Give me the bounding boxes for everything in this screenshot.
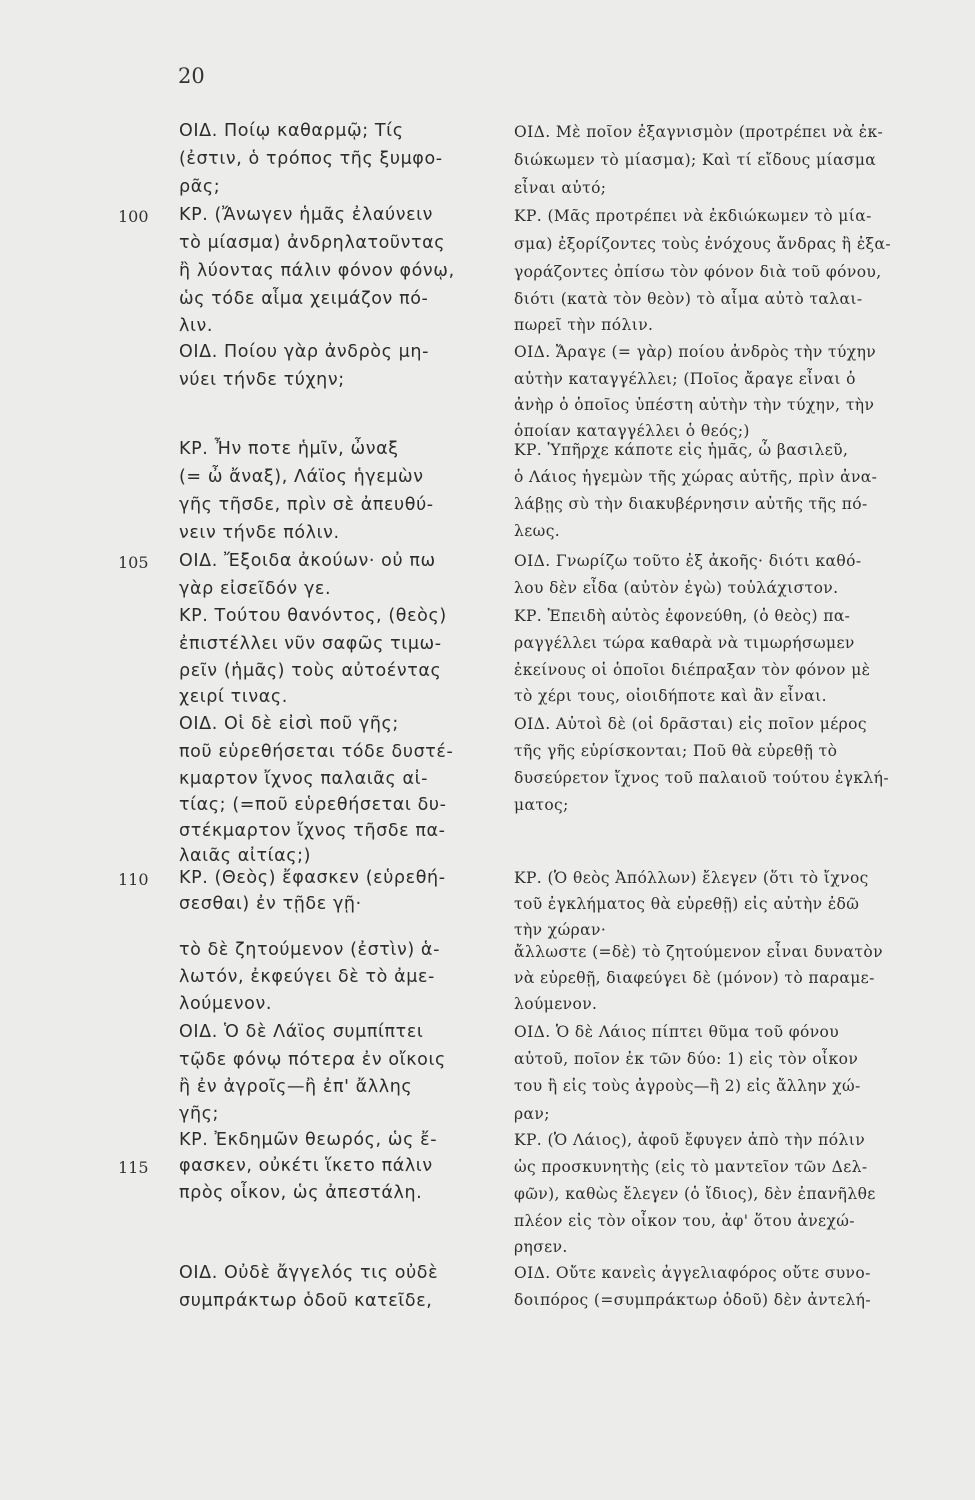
greek-line: σεσθαι) ἐν τῇδε γῇ· — [179, 894, 362, 914]
translation-line: διότι (κατὰ τὸν θεὸν) τὸ αἷμα αὐτὸ ταλαι- — [514, 290, 863, 308]
translation-line: αὐτὴν καταγγέλλει; (Ποῖος ἄραγε εἶναι ὁ — [514, 370, 856, 388]
greek-line: ΚΡ. Ἦν ποτε ἡμῖν, ὦναξ — [179, 439, 399, 459]
greek-line: νύει τήνδε τύχην; — [179, 370, 345, 390]
greek-line: ὡς τόδε αἷμα χειμάζον πό- — [179, 289, 429, 309]
translation-line: διώκωμεν τὸ μίασμα); Καὶ τί εἴδους μίασμα — [514, 151, 877, 169]
translation-line: ΚΡ. Ὑπῆρχε κάποτε εἰς ἡμᾶς, ὦ βασιλεῦ, — [514, 441, 849, 459]
translation-line: γοράζοντες ὀπίσω τὸν φόνον διὰ τοῦ φόνου, — [514, 263, 882, 281]
greek-line: ΚΡ. Ἐκδημῶν θεωρός, ὡς ἔ- — [179, 1130, 438, 1150]
translation-line: ΟΙΔ. Γνωρίζω τοῦτο ἐξ ἀκοῆς· διότι καθό- — [514, 552, 862, 570]
translation-line: ἄλλωστε (=δὲ) τὸ ζητούμενον εἶναι δυνατὸν — [514, 943, 883, 961]
translation-line: ΚΡ. (Ὁ Λάιος), ἀφοῦ ἔφυγεν ἀπὸ τὴν πόλιν — [514, 1131, 866, 1149]
translation-line: πλέον εἰς τὸν οἶκον του, ἀφ' ὅτου ἀνεχώ- — [514, 1212, 855, 1230]
translation-line: ρησεν. — [514, 1238, 568, 1256]
translation-line: ἐκείνους οἱ ὁποῖοι διέπραξαν τὸν φόνον μὲ — [514, 661, 871, 679]
greek-line: ΟΙΔ. Οἱ δὲ εἰσὶ ποῦ γῆς; — [179, 714, 399, 734]
greek-line: πρὸς οἶκον, ὡς ἀπεστάλη. — [179, 1183, 423, 1203]
page-number: 20 — [178, 64, 205, 88]
translation-line: ἀνὴρ ὁ ὁποῖος ὑπέστη αὐτὴν τὴν τύχην, τὴν — [514, 396, 875, 414]
greek-line: τὸ μίασμα) ἀνδρηλατοῦντας — [179, 233, 446, 253]
greek-line: ἢ ἐν ἀγροῖς—ἢ ἐπ' ἄλλης — [179, 1077, 413, 1097]
translation-line: ὁποίαν καταγγέλλει ὁ θεός;) — [514, 422, 750, 440]
translation-line: του ἢ εἰς τοὺς ἀγροὺς—ἢ 2) εἰς ἄλλην χώ- — [514, 1077, 861, 1095]
greek-line: στέκμαρτον ἴχνος τῆσδε πα- — [179, 821, 446, 841]
translation-line: δυσεύρετον ἴχνος τοῦ παλαιοῦ τούτου ἐγκλή- — [514, 769, 889, 787]
greek-line: νειν τήνδε πόλιν. — [179, 523, 340, 543]
greek-line: ΟΙΔ. Οὐδὲ ἄγγελός τις οὐδὲ — [179, 1263, 439, 1283]
greek-line: (= ὦ ἄναξ), Λάϊος ἡγεμὼν — [179, 467, 424, 487]
translation-line: ΟΙΔ. Ἄραγε (= γὰρ) ποίου ἀνδρὸς τὴν τύχην — [514, 343, 877, 361]
translation-line: λεως. — [514, 522, 561, 540]
translation-line: τὸ χέρι τους, οἱοιδήποτε καὶ ἂν εἶναι. — [514, 687, 827, 705]
greek-line: ρᾶς; — [179, 177, 221, 197]
greek-line: γῆς τῆσδε, πρὶν σὲ ἀπευθύ- — [179, 495, 434, 515]
translation-line: εἶναι αὐτό; — [514, 179, 607, 197]
greek-line: (ἐστιν, ὁ τρόπος τῆς ξυμφο- — [179, 149, 443, 169]
greek-line: συμπράκτωρ ὁδοῦ κατεῖδε, — [179, 1291, 433, 1311]
greek-line: λιν. — [179, 316, 214, 336]
translation-line: σμα) ἐξορίζοντες τοὺς ἐνόχους ἄνδρας ἢ ἐξα- — [514, 235, 891, 253]
translation-line: νὰ εὑρεθῇ, διαφεύγει δὲ (μόνον) τὸ παραμε- — [514, 969, 875, 987]
greek-line: γῆς; — [179, 1104, 220, 1124]
translation-line: ΟΙΔ. Ὁ δὲ Λάιος πίπτει θῦμα τοῦ φόνου — [514, 1023, 840, 1041]
line-number-115: 115 — [118, 1158, 149, 1177]
translation-line: αὐτοῦ, ποῖον ἐκ τῶν δύο: 1) εἰς τὸν οἶκον — [514, 1050, 859, 1068]
greek-line: λαιᾶς αἰτίας;) — [179, 846, 312, 866]
greek-line: ΟΙΔ. Ἔξοιδα ἀκούων· οὐ πω — [179, 551, 436, 571]
greek-line: ἐπιστέλλει νῦν σαφῶς τιμω- — [179, 634, 442, 654]
greek-line: κμαρτον ἴχνος παλαιᾶς αἰ- — [179, 769, 429, 789]
greek-line: γὰρ εἰσεῖδόν γε. — [179, 579, 332, 599]
greek-line: τῷδε φόνῳ πότερα ἐν οἴκοις — [179, 1050, 446, 1070]
translation-line: τοῦ ἐγκλήματος θὰ εὑρεθῇ) εἰς αὐτὴν ἐδῶ — [514, 895, 860, 913]
greek-line: τίας; (=ποῦ εὑρεθήσεται δυ- — [179, 795, 447, 815]
translation-line: ΟΙΔ. Αὐτοὶ δὲ (οἱ δρᾶσται) εἰς ποῖον μέρος — [514, 715, 867, 733]
translation-line: ΟΙΔ. Μὲ ποῖον ἐξαγνισμὸν (προτρέπει νὰ ἐκ- — [514, 123, 884, 141]
greek-line: ΟΙΔ. Ποίῳ καθαρμῷ; Τίς — [179, 121, 404, 141]
translation-line: ΚΡ. Ἐπειδὴ αὐτὸς ἐφονεύθη, (ὁ θεὸς) πα- — [514, 607, 851, 625]
translation-line: λούμενον. — [514, 995, 598, 1013]
translation-line: λου δὲν εἶδα (αὐτὸν ἐγὼ) τοὐλάχιστον. — [514, 579, 839, 597]
greek-line: ΟΙΔ. Ποίου γὰρ ἀνδρὸς μη- — [179, 342, 429, 362]
greek-line: ἢ λύοντας πάλιν φόνον φόνῳ, — [179, 261, 455, 281]
greek-line: ΚΡ. (Θεὸς) ἔφασκεν (εὑρεθή- — [179, 868, 446, 888]
greek-line: ποῦ εὑρεθήσεται τόδε δυστέ- — [179, 742, 454, 762]
greek-line: φασκεν, οὐκέτι ἵκετο πάλιν — [179, 1156, 433, 1176]
greek-line: ΚΡ. (Ἄνωγεν ἡμᾶς ἐλαύνειν — [179, 205, 434, 225]
translation-line: ραν; — [514, 1105, 550, 1123]
greek-line: λωτόν, ἐκφεύγει δὲ τὸ ἀμε- — [179, 967, 435, 987]
translation-line: ΚΡ. (Ὁ θεὸς Ἀπόλλων) ἔλεγεν (ὅτι τὸ ἴχνος — [514, 869, 869, 887]
translation-line: πωρεῖ τὴν πόλιν. — [514, 316, 654, 334]
translation-line: δοιπόρος (=συμπράκτωρ ὁδοῦ) δὲν ἀντελή- — [514, 1291, 871, 1309]
line-number-110: 110 — [118, 870, 149, 889]
greek-line: λούμενον. — [179, 994, 273, 1014]
greek-line: χειρί τινας. — [179, 687, 288, 707]
translation-line: τῆς γῆς εὑρίσκονται; Ποῦ θὰ εὑρεθῇ τὸ — [514, 742, 838, 760]
translation-line: ματος; — [514, 796, 569, 814]
translation-line: φῶν), καθὼς ἔλεγεν (ὁ ἴδιος), δὲν ἐπανῆλθε — [514, 1185, 876, 1203]
line-number-100: 100 — [118, 207, 149, 226]
greek-line: ρεῖν (ἡμᾶς) τοὺς αὐτοέντας — [179, 661, 442, 681]
translation-line: ὁ Λάιος ἡγεμὼν τῆς χώρας αὐτῆς, πρὶν ἀνα- — [514, 468, 878, 486]
translation-line: ραγγέλλει τώρα καθαρὰ νὰ τιμωρήσωμεν — [514, 634, 855, 652]
translation-line: λάβῃς σὺ τὴν διακυβέρνησιν αὐτῆς τῆς πό- — [514, 495, 868, 513]
greek-line: ΚΡ. Τούτου θανόντος, (θεὸς) — [179, 606, 447, 626]
translation-line: ὡς προσκυνητὴς (εἰς τὸ μαντεῖον τῶν Δελ- — [514, 1158, 868, 1176]
greek-line: τὸ δὲ ζητούμενον (ἐστὶν) ἁ- — [179, 940, 440, 960]
greek-line: ΟΙΔ. Ὁ δὲ Λάϊος συμπίπτει — [179, 1022, 424, 1042]
translation-line: ΚΡ. (Μᾶς προτρέπει νὰ ἐκδιώκωμεν τὸ μία- — [514, 207, 872, 225]
line-number-105: 105 — [118, 553, 149, 572]
translation-line: ΟΙΔ. Οὔτε κανεὶς ἀγγελιαφόρος οὔτε συνο- — [514, 1264, 871, 1282]
translation-line: τὴν χώραν· — [514, 921, 607, 939]
